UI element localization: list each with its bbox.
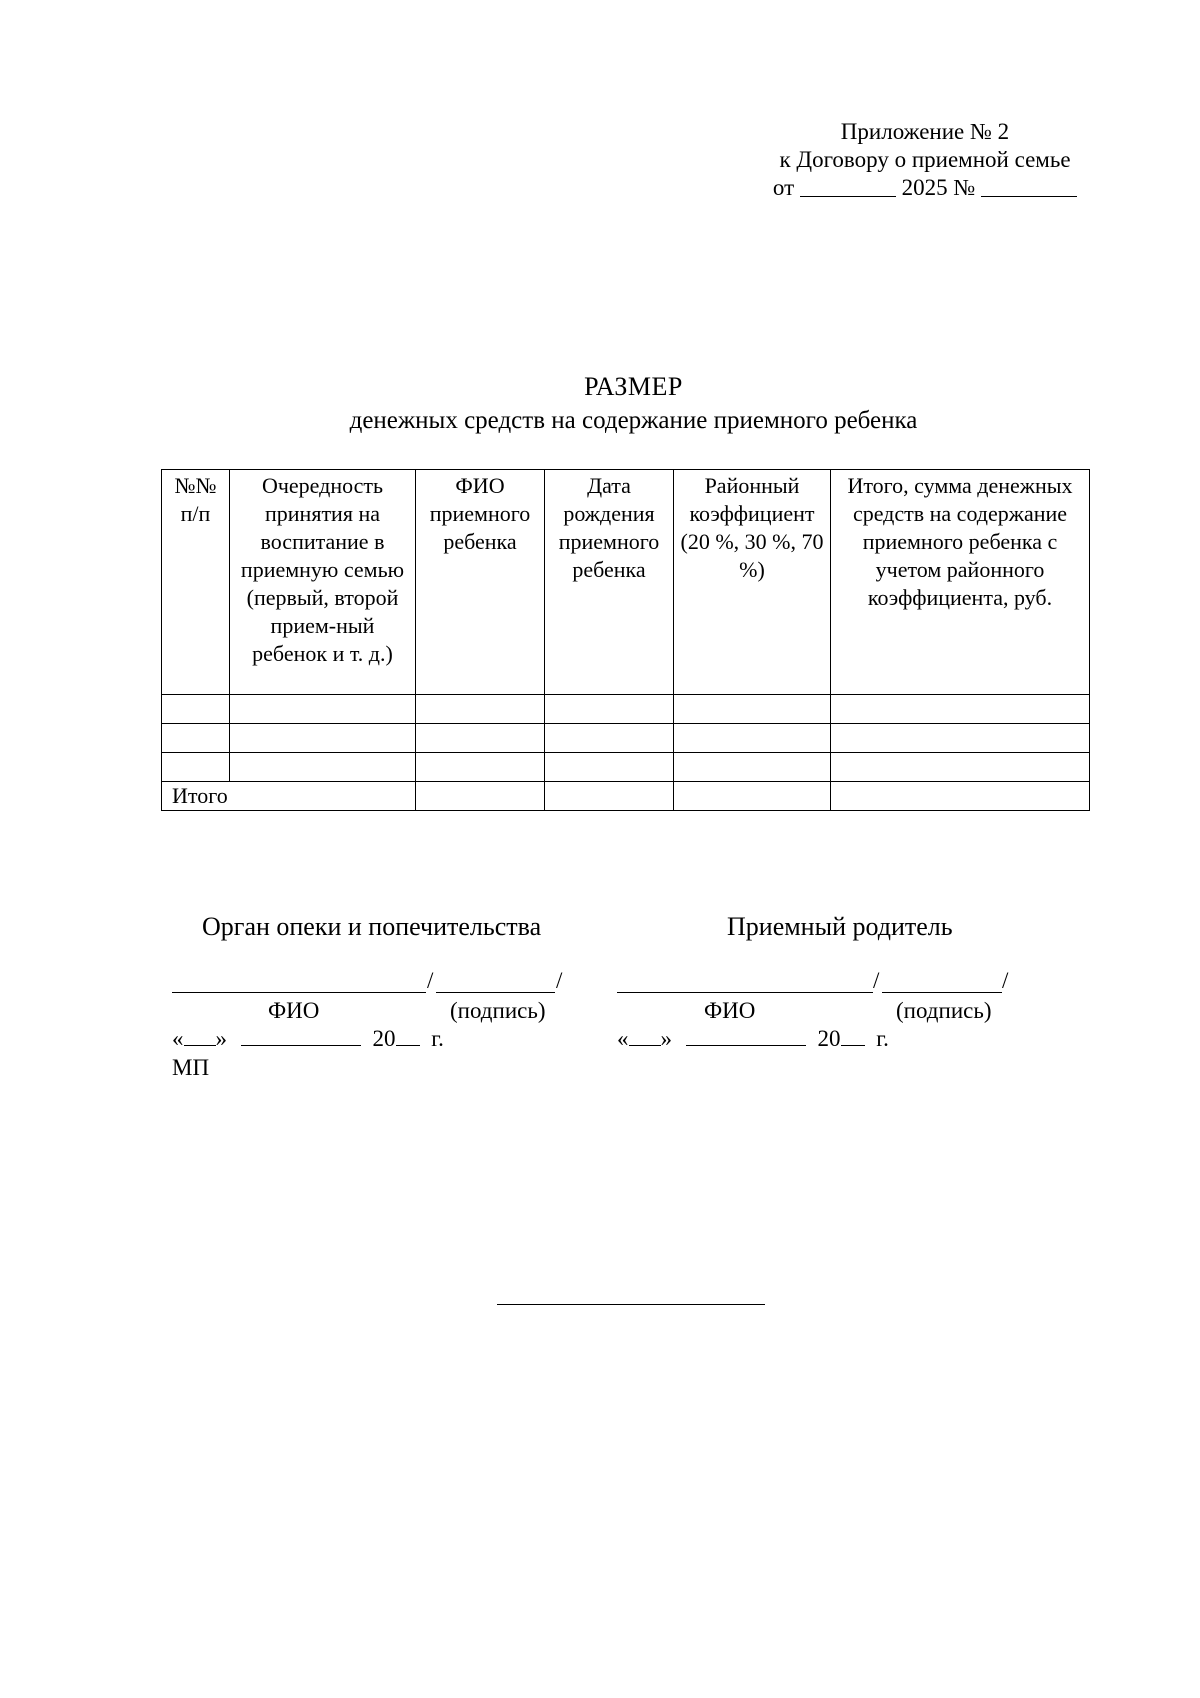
left-date-open: « (172, 1026, 184, 1051)
table-cell (545, 753, 674, 782)
table-cell (831, 782, 1090, 811)
left-fio-line (172, 992, 426, 993)
left-fio-caption: ФИО (268, 998, 320, 1023)
appendix-number: Приложение № 2 (840, 119, 1010, 144)
table-cell (230, 724, 416, 753)
table-cell (416, 753, 545, 782)
left-date-close: » (215, 1026, 227, 1051)
appendix-date-prefix: от (772, 175, 795, 200)
allowance-table (161, 469, 1090, 811)
right-year-suffix: г. (876, 1026, 889, 1051)
table-cell (674, 724, 831, 753)
table-cell (674, 753, 831, 782)
right-date-row (617, 1026, 889, 1052)
table-row (162, 695, 1090, 724)
total-label: Итого (162, 782, 416, 811)
foster-parent-heading: Приемный родитель (727, 912, 953, 941)
right-signature-line (882, 992, 1002, 993)
table-cell (545, 782, 674, 811)
right-day-blank (629, 1029, 661, 1046)
right-fio-line (617, 992, 873, 993)
table-cell (416, 724, 545, 753)
table-cell (230, 753, 416, 782)
left-year: 20 (372, 1026, 396, 1051)
right-fio-caption: ФИО (704, 998, 756, 1023)
appendix-date-line (750, 174, 1100, 202)
right-signature-caption: (подпись) (896, 998, 992, 1023)
header-number: №№ п/п (162, 470, 230, 695)
header-regional-coefficient: Районный коэффициент (20 %, 30 %, 70 %) (674, 470, 831, 695)
table-cell (545, 695, 674, 724)
right-year-blank (841, 1029, 865, 1046)
appendix-date-blank (800, 176, 896, 197)
table-cell (416, 782, 545, 811)
header-child-name: ФИО приемного ребенка (416, 470, 545, 695)
table-header-row (162, 470, 1090, 695)
table-cell (162, 695, 230, 724)
stamp-label: МП (172, 1055, 210, 1080)
table-cell (674, 695, 831, 724)
table-cell (831, 695, 1090, 724)
table-cell (831, 753, 1090, 782)
table-cell (831, 724, 1090, 753)
document-subtitle: денежных средств на содержание приемного ребенка (349, 407, 918, 434)
document-title: РАЗМЕР (584, 372, 683, 401)
left-slash-1: / (427, 968, 434, 993)
footer-divider (497, 1304, 765, 1305)
table-cell (162, 753, 230, 782)
appendix-header (750, 118, 1100, 202)
guardianship-authority-heading: Орган опеки и попечительства (202, 912, 542, 941)
table-row (162, 753, 1090, 782)
table-row (162, 724, 1090, 753)
table-cell (162, 724, 230, 753)
right-month-blank (686, 1029, 806, 1046)
left-day-blank (184, 1029, 216, 1046)
right-slash-2: / (1002, 968, 1009, 993)
left-year-blank (396, 1029, 420, 1046)
table-total-row (162, 782, 1090, 811)
left-year-suffix: г. (431, 1026, 444, 1051)
table-cell (230, 695, 416, 724)
table-cell (545, 724, 674, 753)
right-year: 20 (817, 1026, 841, 1051)
appendix-contract-ref: к Договору о приемной семье (779, 147, 1071, 172)
left-signature-caption: (подпись) (450, 998, 546, 1023)
table-cell (674, 782, 831, 811)
left-slash-2: / (556, 968, 563, 993)
table-cell (416, 695, 545, 724)
header-birth-date: Дата рождения приемного ребенка (545, 470, 674, 695)
appendix-number-blank (981, 176, 1077, 197)
left-date-row (172, 1026, 444, 1052)
header-total-amount: Итого, сумма денежных средств на содержание приемного ребенка с учетом районного коэффициента, руб. (831, 470, 1090, 695)
header-order: Очередность принятия на воспитание в приемную семью (первый, второй прием-ный ребенок и т. д.) (230, 470, 416, 695)
left-month-blank (241, 1029, 361, 1046)
left-signature-line (436, 992, 555, 993)
right-date-open: « (617, 1026, 629, 1051)
right-slash-1: / (873, 968, 880, 993)
appendix-year-number: 2025 № (901, 175, 976, 200)
right-date-close: » (660, 1026, 672, 1051)
